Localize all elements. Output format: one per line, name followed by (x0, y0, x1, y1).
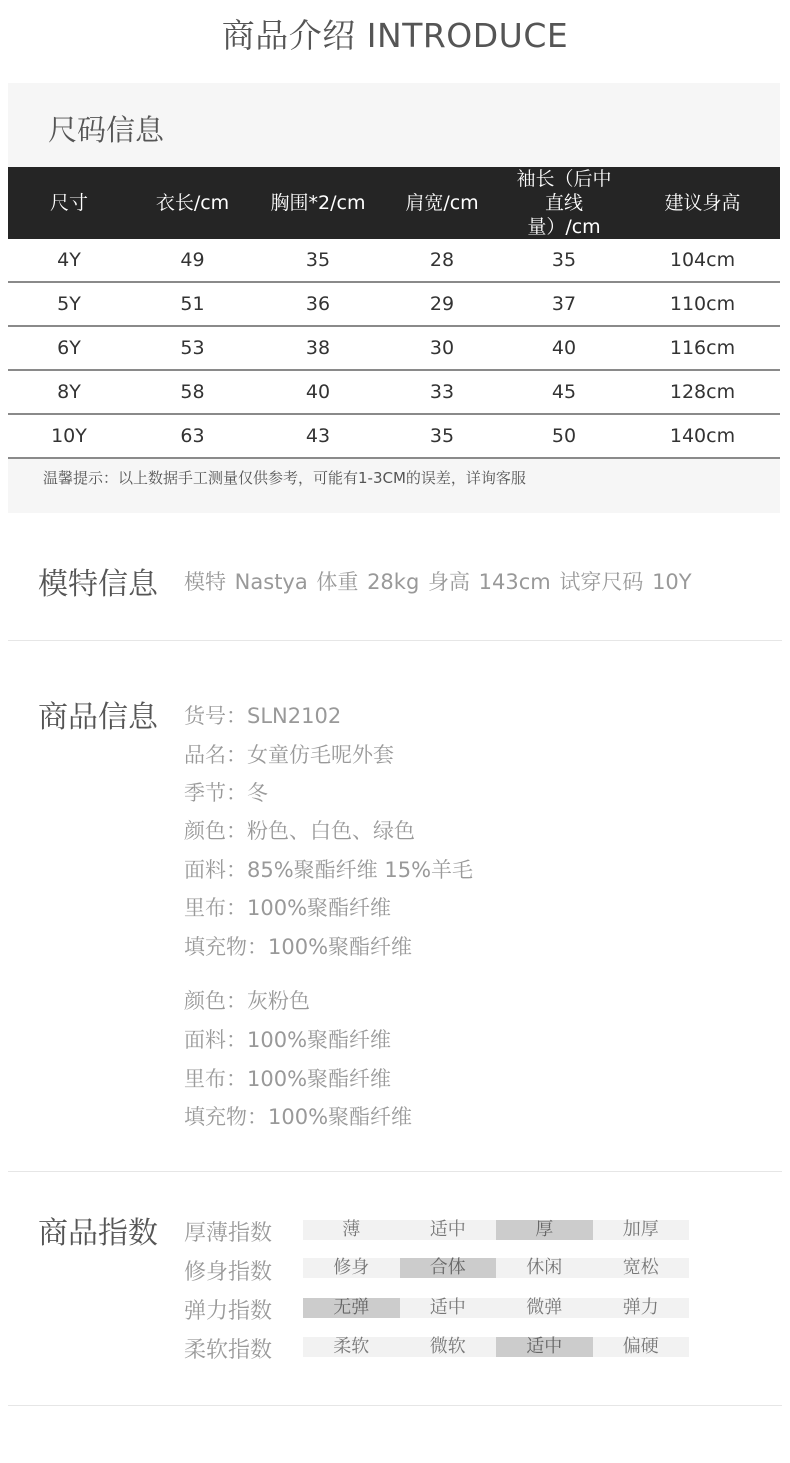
table-cell: 29 (381, 282, 503, 326)
index-option: 合体 (400, 1258, 497, 1278)
table-cell: 116cm (625, 326, 780, 370)
table-cell: 110cm (625, 282, 780, 326)
product-info-line: 颜色：灰粉色 (184, 989, 310, 1013)
index-option: 适中 (496, 1337, 593, 1357)
table-row (8, 370, 780, 414)
divider (8, 1171, 782, 1172)
table-cell: 35 (381, 414, 503, 458)
table-cell: 35 (503, 239, 625, 282)
table-cell: 45 (503, 370, 625, 414)
column-header: 衣长/cm (130, 167, 255, 239)
index-label-softness: 柔软指数 (184, 1338, 273, 1363)
column-header: 胸围*2/cm (255, 167, 381, 239)
table-row (8, 326, 780, 370)
table-cell: 6Y (8, 326, 130, 370)
table-cell: 51 (130, 282, 255, 326)
size-info-panel (8, 83, 780, 513)
index-bar-elasticity (303, 1298, 689, 1318)
product-info-line: 里布：100%聚酯纤维 (184, 1067, 392, 1091)
table-cell: 53 (130, 326, 255, 370)
page-title: 商品介绍 INTRODUCE (221, 16, 569, 55)
table-cell: 28 (381, 239, 503, 282)
table-row (8, 414, 780, 458)
column-header: 尺寸 (8, 167, 130, 239)
product-info-line: 颜色：粉色、白色、绿色 (184, 819, 415, 843)
product-info-line: 里布：100%聚酯纤维 (184, 896, 392, 920)
size-table-header-row (8, 167, 780, 239)
product-info-line: 面料：100%聚酯纤维 (184, 1028, 392, 1052)
column-header: 建议身高 (625, 167, 780, 239)
product-info-line: 填充物：100%聚酯纤维 (184, 1105, 413, 1129)
index-option: 偏硬 (593, 1337, 690, 1357)
divider (8, 640, 782, 641)
column-header: 肩宽/cm (381, 167, 503, 239)
table-cell: 5Y (8, 282, 130, 326)
table-cell: 128cm (625, 370, 780, 414)
table-cell: 140cm (625, 414, 780, 458)
table-cell: 36 (255, 282, 381, 326)
index-option: 微软 (400, 1337, 497, 1357)
table-cell: 38 (255, 326, 381, 370)
model-info-details: 模特 Nastya 体重 28kg 身高 143cm 试穿尺码 10Y (184, 570, 692, 594)
size-info-heading: 尺码信息 (48, 113, 165, 147)
index-option: 无弹 (303, 1298, 400, 1318)
index-option: 柔软 (303, 1337, 400, 1357)
product-info-line: 填充物：100%聚酯纤维 (184, 935, 413, 959)
index-option: 厚 (496, 1220, 593, 1240)
index-bar-thickness (303, 1220, 689, 1240)
table-cell: 58 (130, 370, 255, 414)
table-row (8, 282, 780, 326)
column-header: 袖长（后中直线量）/cm (503, 167, 625, 239)
table-cell: 10Y (8, 414, 130, 458)
product-info-line: 货号：SLN2102 (184, 704, 342, 728)
product-info-line: 品名：女童仿毛呢外套 (184, 743, 394, 767)
table-cell: 30 (381, 326, 503, 370)
product-info-line: 面料：85%聚酯纤维 15%羊毛 (184, 858, 474, 882)
index-option: 修身 (303, 1258, 400, 1278)
index-label-fit: 修身指数 (184, 1260, 273, 1285)
table-cell: 49 (130, 239, 255, 282)
table-cell: 40 (503, 326, 625, 370)
table-cell: 35 (255, 239, 381, 282)
index-label-elasticity: 弹力指数 (184, 1299, 273, 1324)
index-label-thickness: 厚薄指数 (184, 1221, 273, 1246)
index-option: 适中 (400, 1220, 497, 1240)
index-option: 微弹 (496, 1298, 593, 1318)
index-option: 宽松 (593, 1258, 690, 1278)
table-cell: 104cm (625, 239, 780, 282)
index-option: 休闲 (496, 1258, 593, 1278)
index-bar-softness (303, 1337, 689, 1357)
table-cell: 50 (503, 414, 625, 458)
index-option: 加厚 (593, 1220, 690, 1240)
table-cell: 33 (381, 370, 503, 414)
table-cell: 4Y (8, 239, 130, 282)
index-bar-fit (303, 1258, 689, 1278)
size-table (8, 167, 780, 459)
product-index-title: 商品指数 (38, 1216, 158, 1251)
divider (8, 1405, 782, 1406)
index-option: 薄 (303, 1220, 400, 1240)
table-cell: 37 (503, 282, 625, 326)
table-cell: 8Y (8, 370, 130, 414)
index-option: 适中 (400, 1298, 497, 1318)
index-option: 弹力 (593, 1298, 690, 1318)
size-measurement-note: 温馨提示：以上数据手工测量仅供参考，可能有1-3CM的误差，详询客服 (43, 469, 526, 487)
table-row (8, 239, 780, 282)
table-cell: 43 (255, 414, 381, 458)
model-info-title: 模特信息 (38, 567, 158, 602)
table-cell: 63 (130, 414, 255, 458)
product-info-title: 商品信息 (38, 700, 158, 735)
product-info-line: 季节：冬 (184, 781, 268, 805)
table-cell: 40 (255, 370, 381, 414)
